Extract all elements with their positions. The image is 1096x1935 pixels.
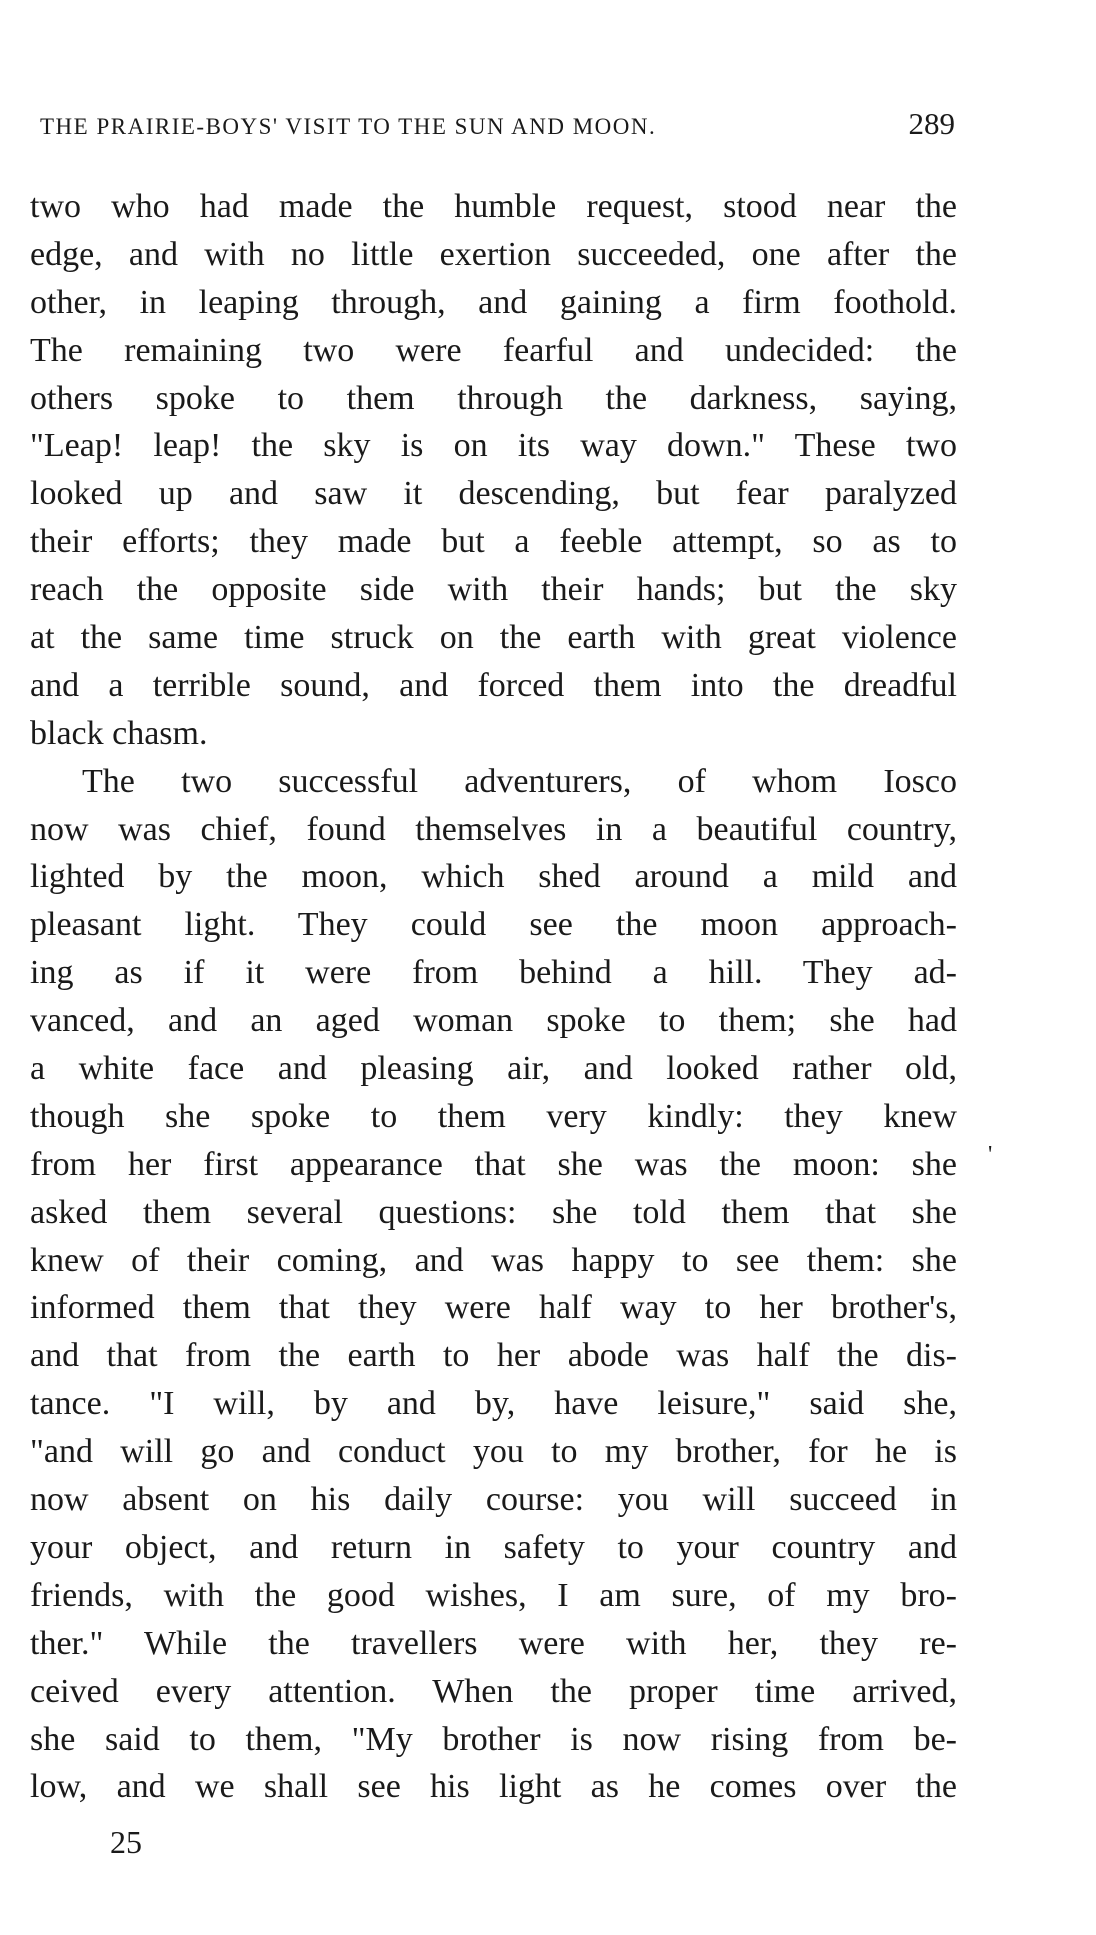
text-line: "Leap! leap! the sky is on its way down." These two [30,427,957,465]
text-line: vanced, and an aged woman spoke to them; she had [30,1002,957,1040]
text-line: ing as if it were from behind a hill. They ad- [30,954,957,992]
text-line: pleasant light. They could see the moon approach- [30,906,957,944]
text-line: edge, and with no little exertion succeeded, one after the [30,235,957,273]
text-line: now absent on his daily course: you will succeed in [30,1481,957,1519]
text-line: The two successful adventurers, of whom Iosco [82,762,957,800]
text-line: knew of their coming, and was happy to see them: she [30,1241,957,1279]
text-line: from her first appearance that she was the moon: she [30,1145,957,1183]
text-line: other, in leaping through, and gaining a firm foothold. [30,283,957,321]
text-line: a white face and pleasing air, and looked rather old, [30,1050,957,1088]
text-line: tance. "I will, by and by, have leisure," said she, [30,1385,957,1423]
text-line: low, and we shall see his light as he comes over the [30,1768,957,1806]
text-line: friends, with the good wishes, I am sure, of my bro- [30,1576,957,1614]
text-line: asked them several questions: she told them that she [30,1193,957,1231]
text-line: and a terrible sound, and forced them into the dreadful [30,666,957,704]
body-text [30,183,957,1811]
text-line: ther." While the travellers were with her, they re- [30,1624,957,1662]
text-line: ceived every attention. When the proper time arrived, [30,1672,957,1710]
text-line: at the same time struck on the earth with great violence [30,619,957,657]
page-number: 289 [908,106,955,141]
running-title: THE PRAIRIE-BOYS' VISIT TO THE SUN AND MOON. [40,114,657,139]
margin-mark: ' [988,1142,993,1168]
text-line: now was chief, found themselves in a beautiful country, [30,810,957,848]
text-line: and that from the earth to her abode was half the dis- [30,1337,957,1375]
text-line: your object, and return in safety to your country and [30,1528,957,1566]
text-line: informed them that they were half way to her brother's, [30,1289,957,1327]
text-line: black chasm. [30,714,208,752]
text-line: two who had made the humble request, stood near the [30,188,957,225]
text-line: The remaining two were fearful and undecided: the [30,331,957,369]
running-head [40,106,955,146]
text-line: she said to them, "My brother is now rising from be- [30,1720,957,1758]
signature-mark: 25 [110,1824,142,1860]
text-line: "and will go and conduct you to my brother, for he is [30,1433,957,1471]
text-line: reach the opposite side with their hands; but the sky [30,571,957,609]
text-line: their efforts; they made but a feeble attempt, so as to [30,523,957,561]
text-line: lighted by the moon, which shed around a mild and [30,858,957,896]
text-line: others spoke to them through the darkness, saying, [30,379,957,417]
text-line: looked up and saw it descending, but fear paralyzed [30,475,957,513]
text-line: though she spoke to them very kindly: they knew [30,1097,957,1135]
